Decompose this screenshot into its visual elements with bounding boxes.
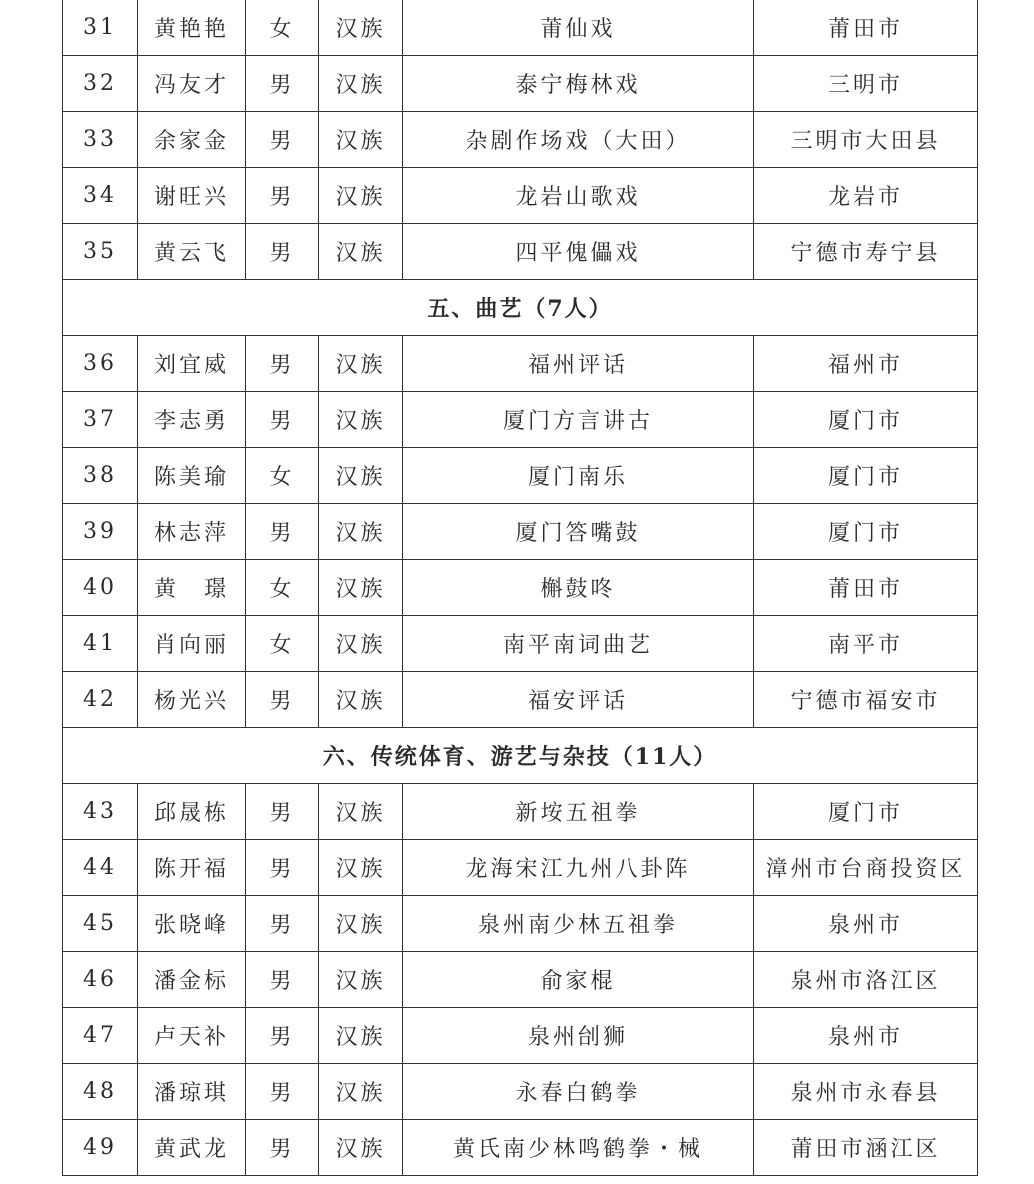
gender-cell: 男 [246, 1008, 319, 1064]
region-cell: 泉州市 [754, 1008, 978, 1064]
project-name-cell: 福州评话 [403, 336, 754, 392]
table-body [63, 0, 978, 1176]
person-name-cell: 黄艳艳 [138, 0, 246, 56]
gender-cell: 男 [246, 896, 319, 952]
table-row [63, 840, 978, 896]
table-row [63, 504, 978, 560]
gender-cell: 男 [246, 168, 319, 224]
row-number-cell: 38 [63, 448, 138, 504]
row-number-cell: 32 [63, 56, 138, 112]
table-row [63, 56, 978, 112]
gender-cell: 女 [246, 0, 319, 56]
row-number-cell: 35 [63, 224, 138, 280]
person-name-cell: 黄武龙 [138, 1120, 246, 1176]
gender-cell: 女 [246, 616, 319, 672]
row-number-cell: 42 [63, 672, 138, 728]
project-name-cell: 厦门南乐 [403, 448, 754, 504]
gender-cell: 男 [246, 336, 319, 392]
person-name-cell: 肖向丽 [138, 616, 246, 672]
row-number-cell: 49 [63, 1120, 138, 1176]
project-name-cell: 龙岩山歌戏 [403, 168, 754, 224]
region-cell: 泉州市永春县 [754, 1064, 978, 1120]
region-cell: 龙岩市 [754, 168, 978, 224]
ethnicity-cell: 汉族 [319, 1008, 403, 1064]
ethnicity-cell: 汉族 [319, 112, 403, 168]
table-row [63, 784, 978, 840]
region-cell: 泉州市 [754, 896, 978, 952]
table-row [63, 168, 978, 224]
region-cell: 莆田市涵江区 [754, 1120, 978, 1176]
table-row [63, 336, 978, 392]
row-number-cell: 40 [63, 560, 138, 616]
row-number-cell: 44 [63, 840, 138, 896]
person-name-cell: 谢旺兴 [138, 168, 246, 224]
ethnicity-cell: 汉族 [319, 392, 403, 448]
ethnicity-cell: 汉族 [319, 840, 403, 896]
person-name-cell: 杨光兴 [138, 672, 246, 728]
inheritor-table [62, 0, 978, 1176]
person-name-cell: 刘宜威 [138, 336, 246, 392]
person-name-cell: 冯友才 [138, 56, 246, 112]
project-name-cell: 四平傀儡戏 [403, 224, 754, 280]
project-name-cell: 槲鼓咚 [403, 560, 754, 616]
region-cell: 莆田市 [754, 0, 978, 56]
ethnicity-cell: 汉族 [319, 56, 403, 112]
table-row [63, 952, 978, 1008]
row-number-cell: 46 [63, 952, 138, 1008]
table-row [63, 616, 978, 672]
table-row [63, 0, 978, 56]
ethnicity-cell: 汉族 [319, 784, 403, 840]
ethnicity-cell: 汉族 [319, 1120, 403, 1176]
region-cell: 宁德市福安市 [754, 672, 978, 728]
person-name-cell: 卢天补 [138, 1008, 246, 1064]
row-number-cell: 41 [63, 616, 138, 672]
project-name-cell: 黄氏南少林鸣鹤拳・械 [403, 1120, 754, 1176]
person-name-cell: 潘金标 [138, 952, 246, 1008]
row-number-cell: 45 [63, 896, 138, 952]
ethnicity-cell: 汉族 [319, 1064, 403, 1120]
table-row [63, 1120, 978, 1176]
project-name-cell: 新垵五祖拳 [403, 784, 754, 840]
project-name-cell: 厦门答嘴鼓 [403, 504, 754, 560]
person-name-cell: 陈开福 [138, 840, 246, 896]
project-name-cell: 福安评话 [403, 672, 754, 728]
ethnicity-cell: 汉族 [319, 952, 403, 1008]
table-row [63, 560, 978, 616]
person-name-cell: 陈美瑜 [138, 448, 246, 504]
row-number-cell: 39 [63, 504, 138, 560]
row-number-cell: 33 [63, 112, 138, 168]
gender-cell: 男 [246, 672, 319, 728]
gender-cell: 男 [246, 112, 319, 168]
region-cell: 厦门市 [754, 504, 978, 560]
person-name-cell: 林志萍 [138, 504, 246, 560]
gender-cell: 男 [246, 504, 319, 560]
person-name-cell: 李志勇 [138, 392, 246, 448]
section-title: 五、曲艺（7人） [63, 280, 978, 336]
gender-cell: 男 [246, 1120, 319, 1176]
gender-cell: 男 [246, 840, 319, 896]
row-number-cell: 47 [63, 1008, 138, 1064]
ethnicity-cell: 汉族 [319, 336, 403, 392]
row-number-cell: 36 [63, 336, 138, 392]
person-name-cell: 余家金 [138, 112, 246, 168]
person-name-cell: 张晓峰 [138, 896, 246, 952]
table-row [63, 896, 978, 952]
section-title: 六、传统体育、游艺与杂技（11人） [63, 728, 978, 784]
table-row [63, 448, 978, 504]
table-row [63, 224, 978, 280]
project-name-cell: 泰宁梅林戏 [403, 56, 754, 112]
gender-cell: 男 [246, 392, 319, 448]
table-row [63, 1008, 978, 1064]
region-cell: 厦门市 [754, 784, 978, 840]
ethnicity-cell: 汉族 [319, 504, 403, 560]
region-cell: 莆田市 [754, 560, 978, 616]
gender-cell: 女 [246, 560, 319, 616]
region-cell: 泉州市洛江区 [754, 952, 978, 1008]
section-header-row [63, 280, 978, 336]
gender-cell: 男 [246, 952, 319, 1008]
region-cell: 南平市 [754, 616, 978, 672]
row-number-cell: 31 [63, 0, 138, 56]
ethnicity-cell: 汉族 [319, 672, 403, 728]
project-name-cell: 龙海宋江九州八卦阵 [403, 840, 754, 896]
region-cell: 厦门市 [754, 392, 978, 448]
table-row [63, 672, 978, 728]
project-name-cell: 泉州南少林五祖拳 [403, 896, 754, 952]
project-name-cell: 永春白鹤拳 [403, 1064, 754, 1120]
ethnicity-cell: 汉族 [319, 0, 403, 56]
table-row [63, 1064, 978, 1120]
ethnicity-cell: 汉族 [319, 896, 403, 952]
project-name-cell: 莆仙戏 [403, 0, 754, 56]
person-name-cell: 潘琼琪 [138, 1064, 246, 1120]
project-name-cell: 泉州刣狮 [403, 1008, 754, 1064]
gender-cell: 女 [246, 448, 319, 504]
region-cell: 漳州市台商投资区 [754, 840, 978, 896]
ethnicity-cell: 汉族 [319, 448, 403, 504]
gender-cell: 男 [246, 1064, 319, 1120]
project-name-cell: 南平南词曲艺 [403, 616, 754, 672]
region-cell: 厦门市 [754, 448, 978, 504]
row-number-cell: 43 [63, 784, 138, 840]
project-name-cell: 俞家棍 [403, 952, 754, 1008]
person-name-cell: 邱晟栋 [138, 784, 246, 840]
region-cell: 三明市 [754, 56, 978, 112]
project-name-cell: 杂剧作场戏（大田） [403, 112, 754, 168]
table-row [63, 392, 978, 448]
project-name-cell: 厦门方言讲古 [403, 392, 754, 448]
section-header-row [63, 728, 978, 784]
ethnicity-cell: 汉族 [319, 560, 403, 616]
gender-cell: 男 [246, 784, 319, 840]
ethnicity-cell: 汉族 [319, 616, 403, 672]
row-number-cell: 34 [63, 168, 138, 224]
row-number-cell: 48 [63, 1064, 138, 1120]
ethnicity-cell: 汉族 [319, 168, 403, 224]
table-row [63, 112, 978, 168]
region-cell: 三明市大田县 [754, 112, 978, 168]
ethnicity-cell: 汉族 [319, 224, 403, 280]
gender-cell: 男 [246, 224, 319, 280]
person-name-cell: 黄云飞 [138, 224, 246, 280]
region-cell: 福州市 [754, 336, 978, 392]
gender-cell: 男 [246, 56, 319, 112]
person-name-cell: 黄 璟 [138, 560, 246, 616]
row-number-cell: 37 [63, 392, 138, 448]
region-cell: 宁德市寿宁县 [754, 224, 978, 280]
